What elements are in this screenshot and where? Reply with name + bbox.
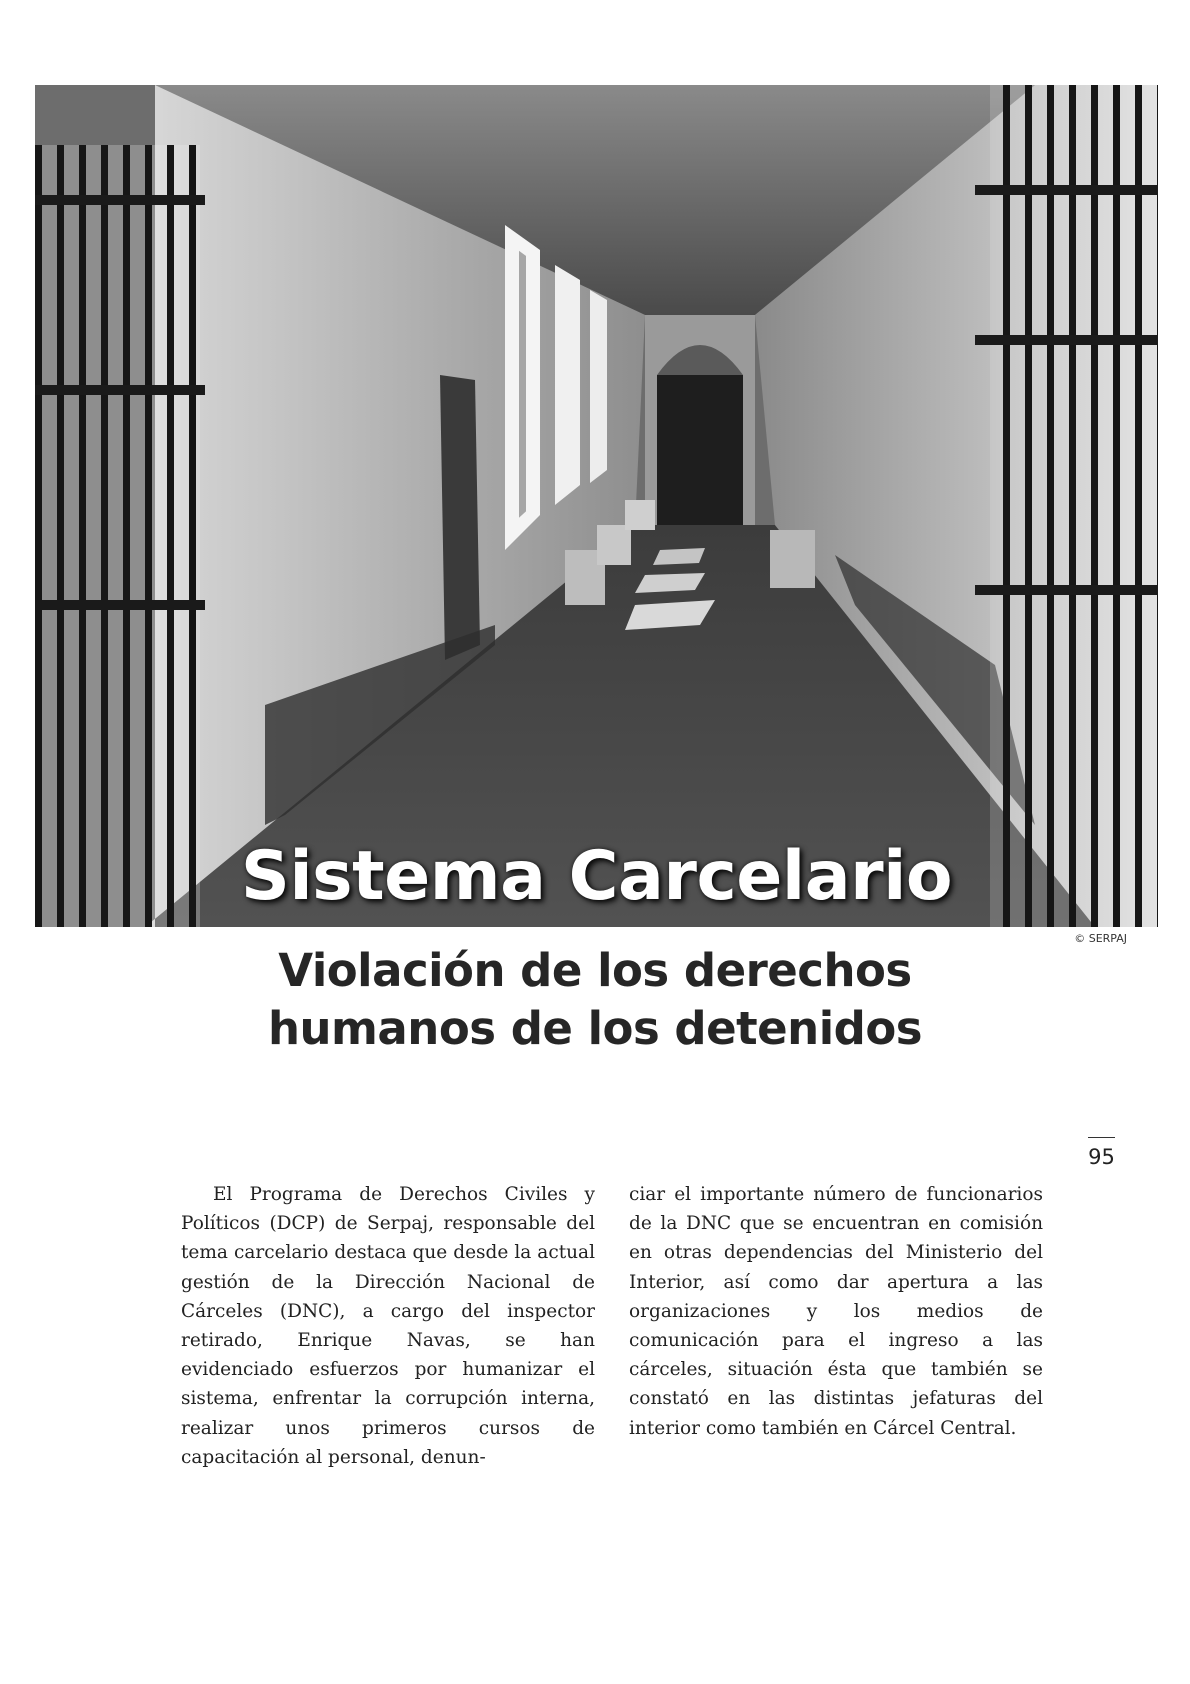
page-number-rule [1088, 1137, 1115, 1138]
body-paragraph-1: El Programa de Derechos Civiles y Políticos (DCP) de Serpaj, responsable del tema carcelario destaca que desde la actual gestión de la Dirección Nacional de Cárceles (DNC), a cargo del inspector retirado, Enrique Navas, se han evidenciado esfuerzos por humanizar el sistema, enfrentar la corrupción interna, realizar unos primeros cursos de capacitación al personal, denun- [181, 1184, 595, 1468]
subtitle-line-1: Violación de los derechos [278, 944, 912, 997]
page-number: 95 [1088, 1145, 1115, 1169]
prison-corridor-image [35, 85, 1158, 927]
subtitle-line-2: humanos de los detenidos [267, 1002, 923, 1055]
article-subtitle [0, 942, 1190, 1058]
body-paragraph-2: ciar el importante número de funcionarios de la DNC que se encuentran en comisión en otras dependencias del Ministerio del Interior, así como dar apertura a las organizaciones y los medios de comunicación para el ingreso a las cárceles, situación ésta que también se constató en las distintas jefaturas del interior como también en Cárcel Central. [629, 1184, 1043, 1439]
photo-credit: © SERPAJ [1074, 932, 1127, 945]
photo-title: Sistema Carcelario [240, 837, 953, 916]
body-column-1 [181, 1180, 595, 1472]
body-column-2 [629, 1180, 1043, 1443]
header-photo [35, 85, 1158, 927]
